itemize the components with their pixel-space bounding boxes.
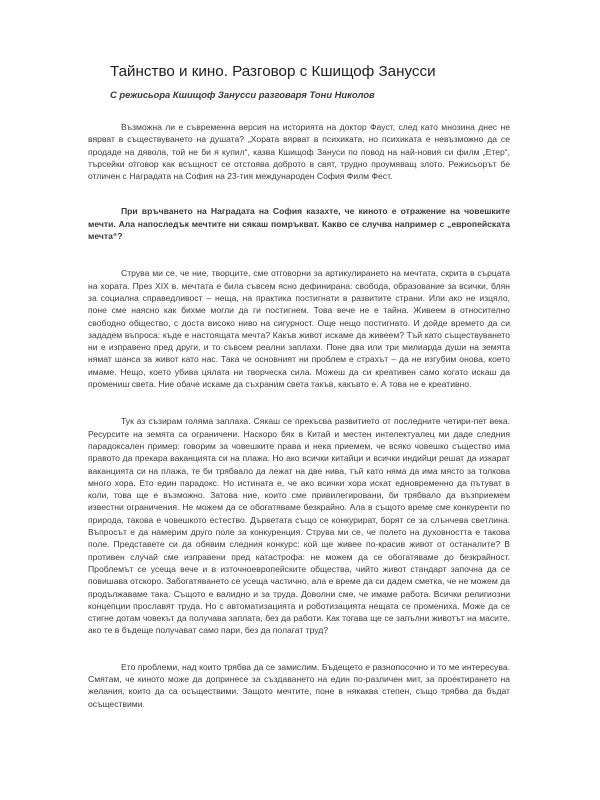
answer-paragraph-3: Ето проблеми, над които трябва да се замислим. Бъдещето е разнопосочно и то ме интересува. Смятам, че киното може да допринесе за създаването на един по-различен мит, за проектирането на желания, които да са осъществими. Защото мечтите, поне в някаква степен, също трябва да бъдат осъществими. [88,661,510,709]
answer-paragraph-1: Струва ми се, че ние, творците, сме отговорни за артикулирането на мечтата, скрита в сърцата на хората. През XIX в. мечтата е била съвсем ясно дефинирана: свобода, образование за всички, блян за социална справедливост – неща, на практика постигнати в развитите страни. Или ако не изцяло, поне сме наясно как бихме могли да ги постигнем. Това вече не е тайна. Живеем в относително свободно общество, с доста високо ниво на сигурност. Още нещо постигнато. И дойде времето да си зададем въпроса: къде е настоящата мечта? Какъв живот искаме да живеем? Тъй като съществуването ни е изправено пред други, и то съвсем реални заплахи. Поне два или три милиарда души на земята нямат шанса за живот като нас. Така че основният ни проблем е страхът – да не изгубим онова, което имаме. Нещо, което убива цялата ни творческа сила. Можеш да си креативен само когато искаш да промениш света. Ние обаче искаме да съхраним света такъв, какъвто е. А това не е креативно. [88,268,510,390]
interview-question: При връчването на Наградата на София казахте, че киното е отражение на човешките мечти. Ала напоследък мечтите ни сякаш помръкват. Какво се случва например с „европейската мечта“? [88,206,510,242]
article-title: Тайнство и кино. Разговор с Кшищоф Занусси [110,63,436,80]
article-subtitle: С режисьора Кшищоф Занусси разговаря Тони Николов [110,89,375,100]
article-page [88,62,510,710]
intro-paragraph: Възможна ли е съвременна версия на историята на доктор Фауст, след като мнозина днес не вярват в съществуването на душата? „Хората вярват в психиката, но психиката е невъзможно да се продаде на дявола, той не би я купил“, казва Кшищоф Зануси по повод на най-новия си филм „Етер“, търсейки отговор как всъщност се отстоява доброто в свят, трудно проумяващ злото. Режисьорът бе отличен с Наградата на София на 23-тия международен София Филм Фест. [88,122,510,182]
answer-paragraph-2: Тук аз съзирам голяма заплаха. Сякаш се прекъсва развитието от последните четири-пет века. Ресурсите на земята са ограничени. Наскоро бях в Китай и местен интелектуалец ми даде следния парадоксален пример: говорим за човешките права и нека приемем, че всяко човешко същество има правото да прекара ваканцията си на плажа. Но ако всички китайци и всички индийци решат да изкарат ваканцията си на плажа, те би трябвало да лежат на две нива, тъй като няма да има място за толкова много хора. Ето един парадокс. Но истината е, че ако всички хора искат едновременно да пътуват в коли, това ще е възможно. Затова ние, които сме привилегировани, би трябвало да възприемем известни ограничения. Не можем да се обогатяваме безкрайно. Ала в същото време сме конкуренти по природа, такова е човешкото естество. Дърветата също се конкурират, борят се за слънчева светлина. Въпросът е да намерим друго поле за конкуренция. Струва ми се, че полето на духовността е такова поле. Представете си да обявим следния конкурс: кой ще живее по-красив живот от останалите? В противен случай сме изправени пред катастрофа: не можем да се обогатяваме до безкрайност. Проблемът се усеща вече и в източноевропейските общества, чийто живот стандарт започна да се повишава отскоро. Забогатяването се усеща частично, ала е време да си дадем сметка, че не можем да продължаваме така. Същото е валидно и за труда. Доволни сме, че имаме работа. Всички религиозни концепции прославят труда. Но с автоматизацията и роботизацията нещата се промениха. Може да се стигне дотам човекът да получава заплата, без да работи. Как тогава ще се запълни животът на масите, ако те в бъдеще получават само пари, без да полагат труд? [88,416,510,636]
